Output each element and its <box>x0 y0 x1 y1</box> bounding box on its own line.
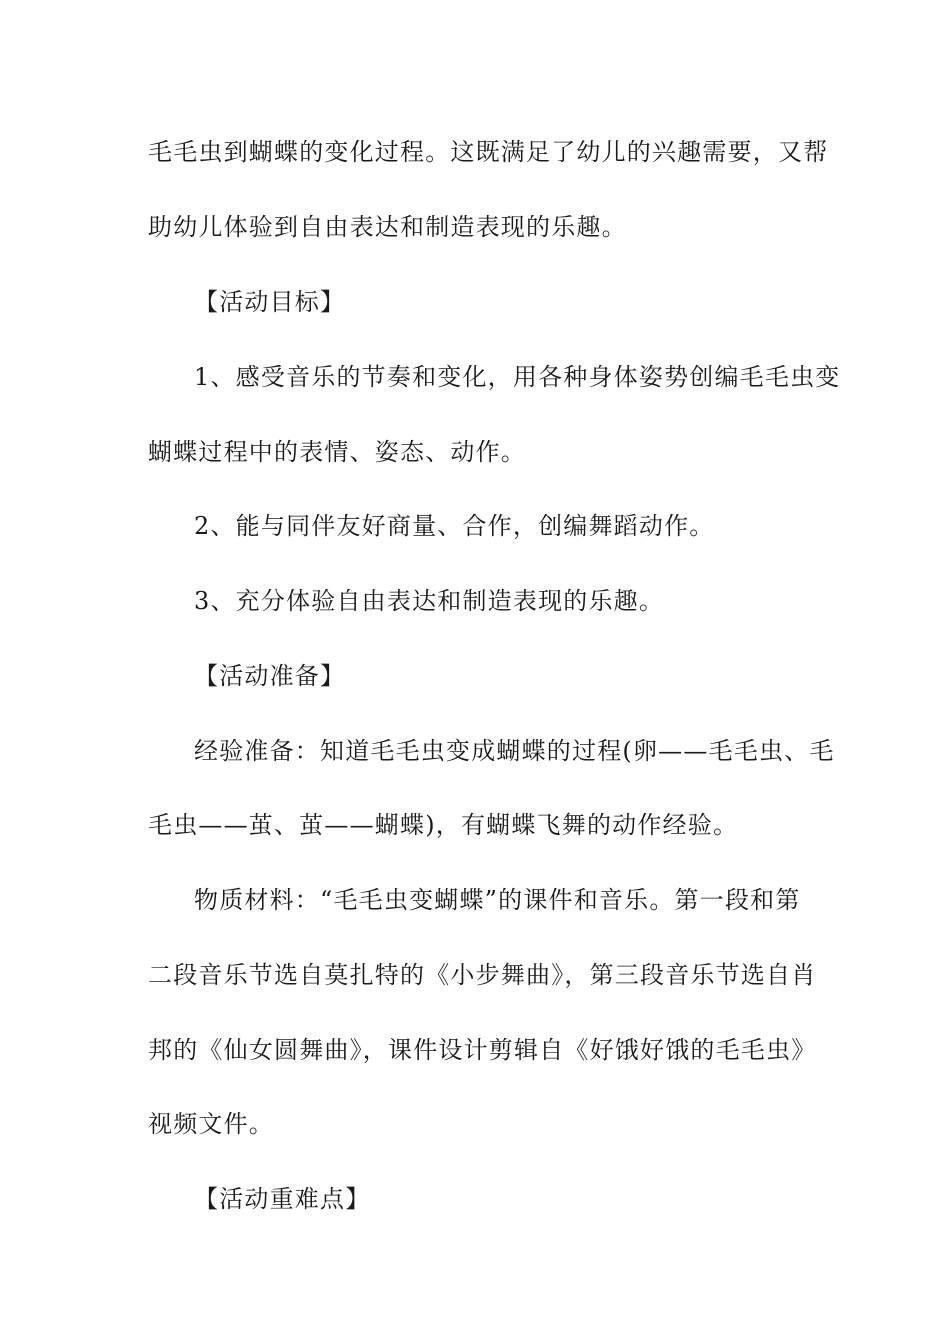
intro-text-line: 毛毛虫到蝴蝶的变化过程。这既满足了幼儿的兴趣需要，又帮 <box>148 138 829 166</box>
experience-paragraph-line: 经验准备：知道毛毛虫变成蝴蝶的过程(卵——毛毛虫、毛 <box>194 737 835 765</box>
goal-item: 1、感受音乐的节奏和变化，用各种身体姿势创编毛毛虫变 <box>194 363 841 391</box>
goal-item-continuation: 蝴蝶过程中的表情、姿态、动作。 <box>148 438 526 466</box>
section-heading-goals: 【活动目标】 <box>194 288 346 316</box>
intro-text-line: 助幼儿体验到自由表达和制造表现的乐趣。 <box>148 213 627 241</box>
goal-item: 3、充分体验自由表达和制造表现的乐趣。 <box>194 587 665 615</box>
section-heading-preparation: 【活动准备】 <box>194 662 346 690</box>
materials-paragraph-line: 二段音乐节选自莫扎特的《小步舞曲》，第三段音乐节选自肖 <box>148 961 817 989</box>
section-heading-key-points: 【活动重难点】 <box>194 1185 371 1213</box>
materials-paragraph-line: 邦的《仙女圆舞曲》，课件设计剪辑自《好饿好饿的毛毛虫》 <box>148 1036 817 1064</box>
goal-item: 2、能与同伴友好商量、合作，创编舞蹈动作。 <box>194 512 715 540</box>
experience-paragraph-line: 毛虫——茧、茧——蝴蝶)，有蝴蝶飞舞的动作经验。 <box>148 811 739 839</box>
materials-paragraph-line: 视频文件。 <box>148 1110 274 1138</box>
materials-paragraph-line: 物质材料：“毛毛虫变蝴蝶”的课件和音乐。第一段和第 <box>194 886 801 914</box>
